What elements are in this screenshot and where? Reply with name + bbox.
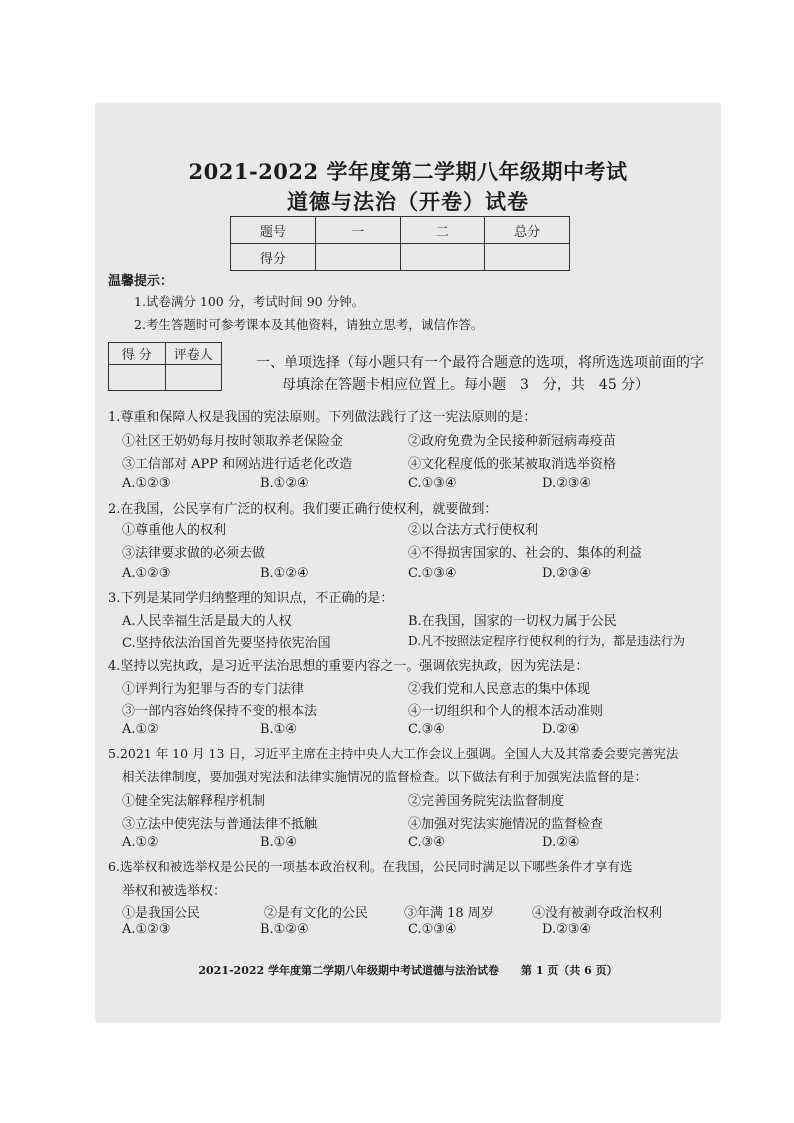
question-1-item-2: ②政府免费为全民接种新冠病毒疫苗: [408, 434, 617, 449]
question-3-choice-c[interactable]: C.坚持依法治国首先要坚持依宪治国: [122, 636, 331, 651]
exam-paper: [96, 104, 720, 1022]
question-1-choice-b[interactable]: B.①②④: [260, 476, 309, 491]
question-1-stem: 1.尊重和保障人权是我国的宪法原则。下列做法践行了这一宪法原则的是：: [108, 410, 537, 425]
question-5-item-1: ①健全宪法解释程序机制: [122, 794, 266, 809]
score-table-header-part1: 一: [315, 217, 400, 244]
question-6-choice-d[interactable]: D.②③④: [542, 922, 592, 937]
score-table-score-label: 得分: [231, 244, 316, 271]
grader-box-grader-cell[interactable]: [165, 365, 222, 391]
question-4-choice-d[interactable]: D.②④: [542, 722, 580, 737]
score-table-header-part2: 二: [400, 217, 485, 244]
grader-box-score-cell[interactable]: [109, 365, 166, 391]
question-5-item-4: ④加强对宪法实施情况的监督检查: [408, 817, 604, 832]
question-6-choice-a[interactable]: A.①②③: [122, 922, 171, 937]
question-2-item-4: ④不得损害国家的、社会的、集体的利益: [408, 546, 643, 561]
grader-box-grader-label: 评卷人: [165, 343, 222, 365]
question-1-choice-a[interactable]: A.①②③: [122, 476, 171, 491]
grader-box: [108, 342, 222, 391]
question-1-item-4: ④文化程度低的张某被取消选举资格: [408, 457, 617, 472]
question-1-item-3: ③工信部对 APP 和网站进行适老化改造: [122, 457, 353, 472]
question-3-choice-b[interactable]: B.在我国，国家的一切权力属于公民: [408, 614, 617, 629]
score-table-header-total: 总分: [485, 217, 570, 244]
question-6-stem: 6.选举权和被选举权是公民的一项基本政治权利。在我国，公民同时满足以下哪些条件才享有选: [108, 859, 633, 874]
question-1-item-1: ①社区王奶奶每月按时领取养老保险金: [122, 434, 344, 449]
section1-heading: 一、单项选择（每小题只有一个最符合题意的选项，将所选选项前面的字: [256, 355, 704, 371]
tips-title: 温馨提示：: [108, 274, 174, 289]
question-5-choice-b[interactable]: B.①④: [260, 835, 297, 850]
question-6-stem-cont: 举权和被选举权：: [122, 884, 227, 899]
question-6-choice-b[interactable]: B.①②④: [260, 922, 309, 937]
score-cell-part2[interactable]: [400, 244, 485, 271]
question-5-choice-c[interactable]: C.③④: [408, 835, 445, 850]
question-5-item-3: ③立法中使宪法与普通法律不抵触: [122, 817, 318, 832]
exam-title: 2021-2022 学年度第二学期八年级期中考试: [188, 159, 628, 184]
question-6-item-4: ④没有被剥夺政治权利: [532, 906, 663, 921]
question-2-choice-b[interactable]: B.①②④: [260, 566, 309, 581]
section1-heading-cont: 母填涂在答题卡相应位置上。每小题 3 分，共 45 分）: [282, 377, 650, 393]
question-3-choice-d[interactable]: D.凡不按照法定程序行使权利的行为，都是违法行为: [408, 634, 686, 648]
question-4-choice-b[interactable]: B.①④: [260, 722, 297, 737]
question-4-item-1: ①评判行为犯罪与否的专门法律: [122, 682, 305, 697]
question-5-stem: 5.2021 年 10 月 13 日，习近平主席在主持中央人大工作会议上强调。全国人大及其常委会要完善宪法: [108, 746, 679, 761]
question-5-choice-a[interactable]: A.①②: [122, 835, 159, 850]
question-2-choice-d[interactable]: D.②③④: [542, 566, 592, 581]
grader-box-score-label: 得 分: [109, 343, 166, 365]
question-2-item-2: ②以合法方式行使权利: [408, 523, 539, 538]
question-4-choice-a[interactable]: A.①②: [122, 722, 159, 737]
page-footer: 2021-2022 学年度第二学期八年级期中考试道德与法治试卷 第 1 页（共 6 页）: [198, 964, 618, 977]
score-cell-part1[interactable]: [315, 244, 400, 271]
question-5-choice-d[interactable]: D.②④: [542, 835, 580, 850]
question-2-choice-a[interactable]: A.①②③: [122, 566, 171, 581]
question-3-choice-a[interactable]: A.人民幸福生活是最大的人权: [122, 614, 292, 629]
question-5-item-2: ②完善国务院宪法监督制度: [408, 794, 565, 809]
question-6-choice-c[interactable]: C.①③④: [408, 922, 457, 937]
question-4-item-4: ④一切组织和个人的根本活动准则: [408, 704, 604, 719]
question-2-item-3: ③法律要求做的必须去做: [122, 546, 266, 561]
question-5-stem-cont: 相关法律制度，要加强对宪法和法律实施情况的监督检查。以下做法有利于加强宪法监督的是：: [122, 769, 648, 784]
question-4-stem: 4.坚持以宪执政，是习近平法治思想的重要内容之一。强调依宪执政，因为宪法是：: [108, 659, 589, 674]
question-1-choice-c[interactable]: C.①③④: [408, 476, 457, 491]
question-1-choice-d[interactable]: D.②③④: [542, 476, 592, 491]
question-4-item-3: ③一部内容始终保持不变的根本法: [122, 704, 318, 719]
score-table: [230, 216, 570, 271]
score-cell-total[interactable]: [485, 244, 570, 271]
question-6-item-2: ②是有文化的公民: [264, 906, 369, 921]
question-6-item-1: ①是我国公民: [122, 906, 201, 921]
question-2-choice-c[interactable]: C.①③④: [408, 566, 457, 581]
question-6-item-3: ③年满 18 周岁: [404, 906, 494, 921]
question-2-stem: 2.在我国，公民享有广泛的权利。我们要正确行使权利，就要做到：: [108, 502, 498, 517]
question-4-item-2: ②我们党和人民意志的集中体现: [408, 682, 591, 697]
tip-item-1: 1.试卷满分 100 分，考试时间 90 分钟。: [134, 294, 365, 309]
tip-item-2: 2.考生答题时可参考课本及其他资料，请独立思考，诚信作答。: [134, 317, 484, 332]
exam-subtitle: 道德与法治（开卷）试卷: [287, 189, 529, 214]
score-table-header-number: 题号: [231, 217, 316, 244]
question-4-choice-c[interactable]: C.③④: [408, 722, 445, 737]
question-2-item-1: ①尊重他人的权利: [122, 523, 227, 538]
question-3-stem: 3.下列是某同学归纳整理的知识点，不正确的是：: [108, 591, 394, 606]
